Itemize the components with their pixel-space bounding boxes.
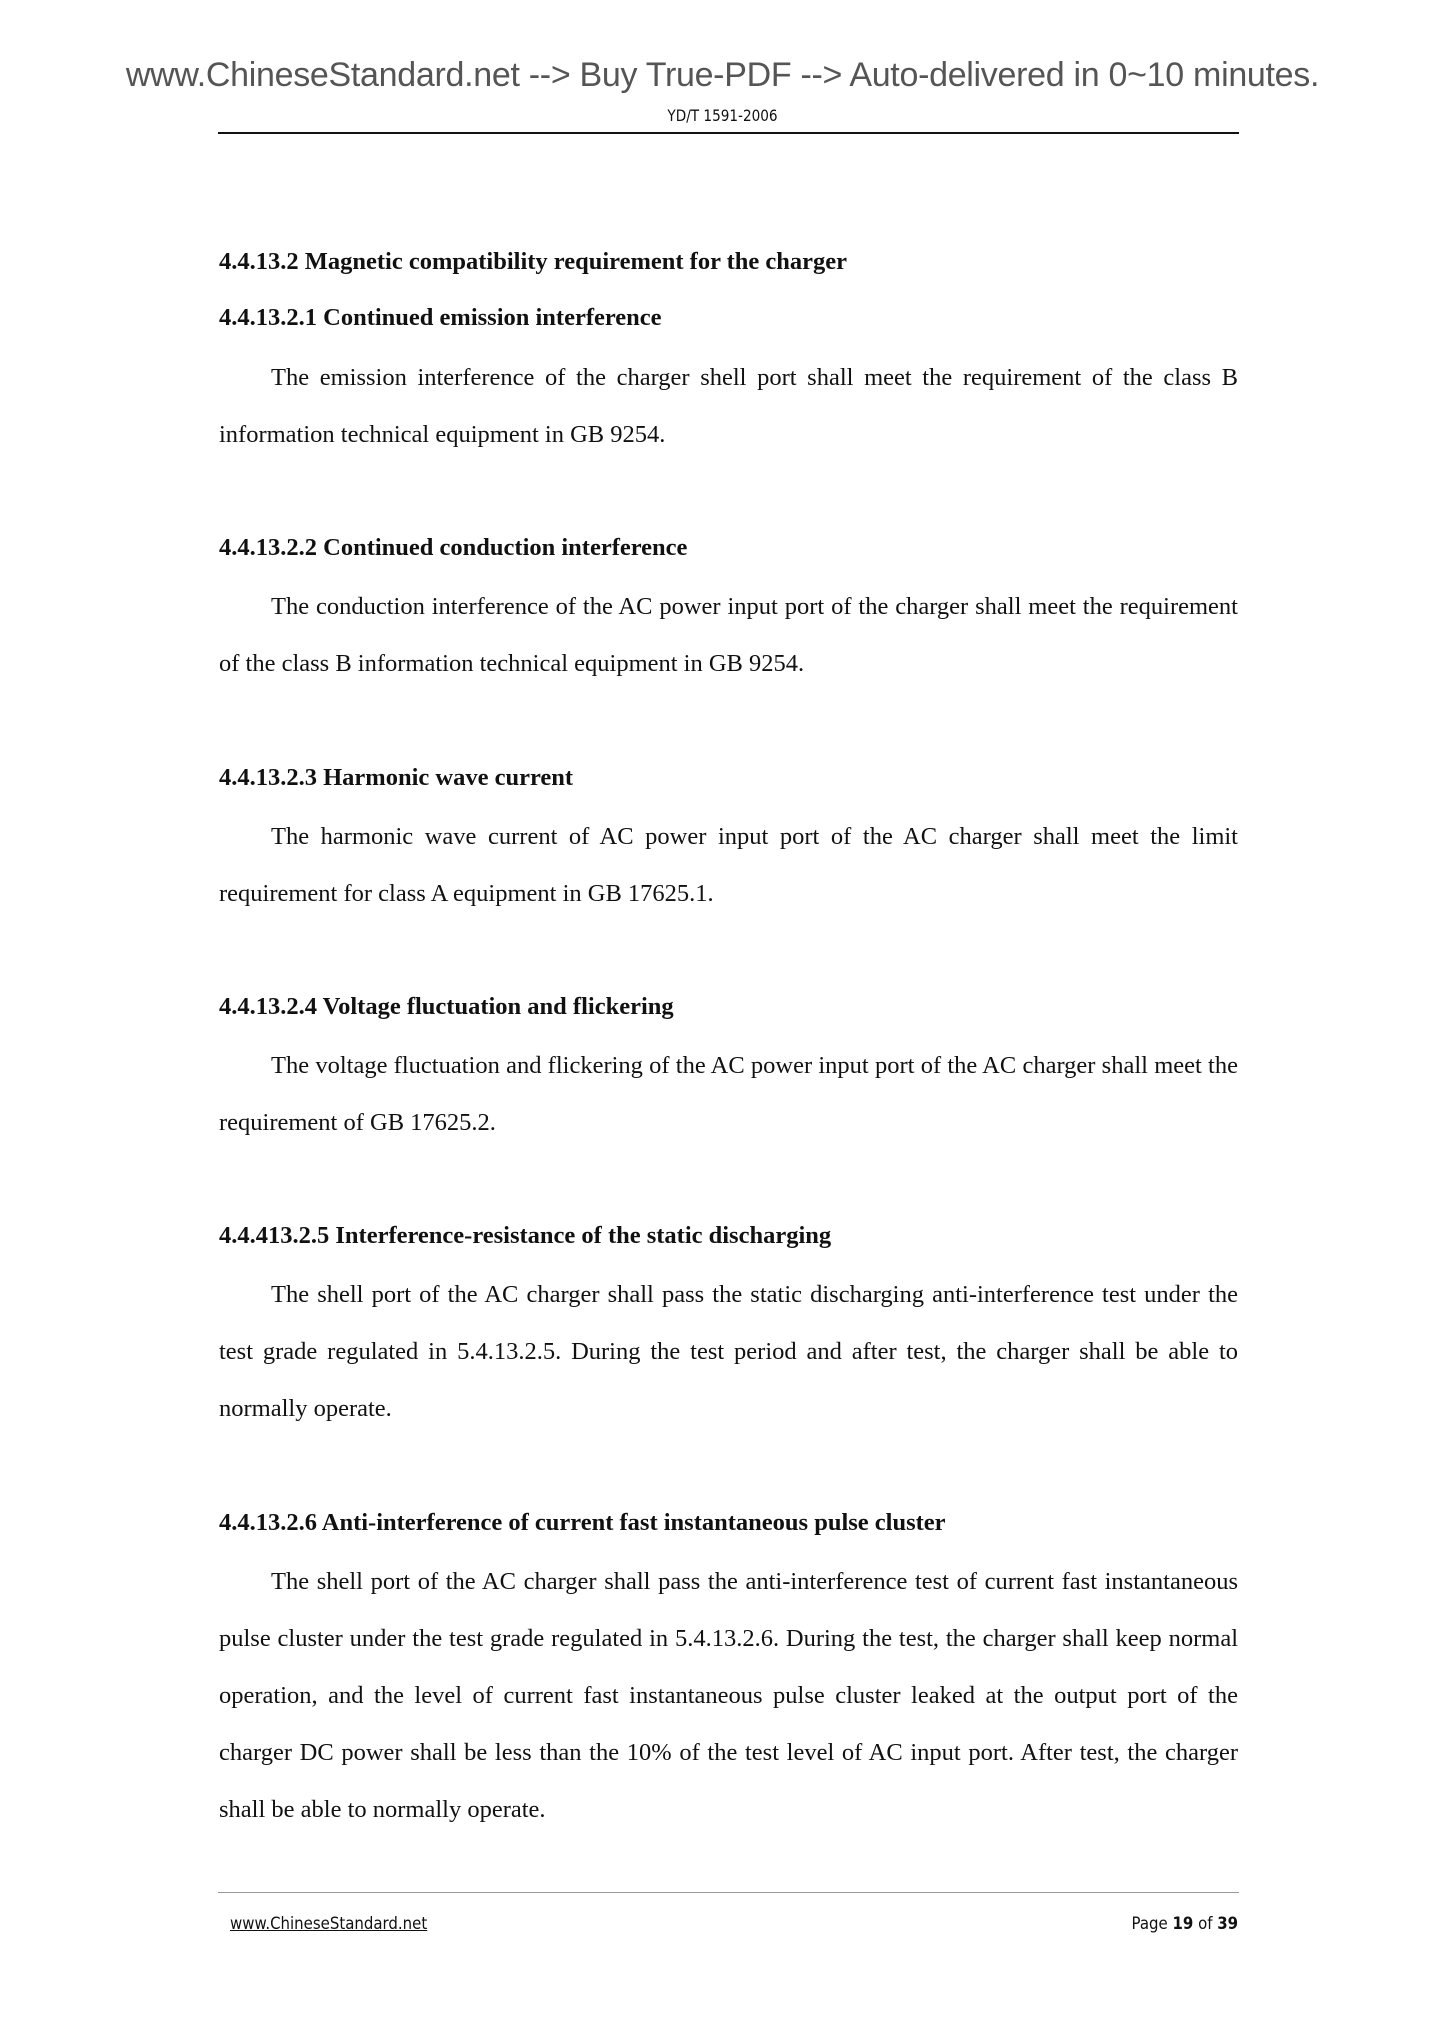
section-paragraph: The voltage fluctuation and flickering of the AC power input port of the AC charger shall meet the requirement of GB 17625.2. [219,1052,1238,1136]
section-paragraph: The conduction interference of the AC power input port of the charger shall meet the requirement of the class B information technical equipment in GB 9254. [219,593,1238,677]
standard-number: YD/T 1591-2006 [667,106,778,125]
section-paragraph: The harmonic wave current of AC power input port of the AC charger shall meet the limit requirement for class A equipment in GB 17625.1. [219,823,1238,907]
section-heading: 4.4.13.2.3 Harmonic wave current [219,764,574,791]
header-divider [218,132,1239,134]
section-heading: 4.4.13.2.6 Anti-interference of current fast instantaneous pulse cluster [219,1509,946,1536]
section-paragraph: The shell port of the AC charger shall pass the static discharging anti-interference test under the test grade regulated in 5.4.13.2.5. During the test period and after test, the charger shall be able to normally operate. [219,1281,1238,1422]
section-paragraph: The shell port of the AC charger shall pass the anti-interference test of current fast instantaneous pulse cluster under the test grade regulated in 5.4.13.2.6. During the test, the charger shall keep normal operation, and the level of current fast instantaneous pulse cluster leaked at the output port of the charger DC power shall be less than the 10% of the test level of AC input port. After test, the charger shall be able to normally operate. [219,1568,1238,1823]
page-total: 39 [1217,1914,1238,1934]
section-paragraph: The emission interference of the charger shell port shall meet the requirement of the class B information technical equipment in GB 9254. [219,364,1238,448]
page-number [1131,1914,1238,1934]
section-heading: 4.4.13.2 Magnetic compatibility requirement for the charger [219,248,848,275]
page-prefix: Page [1131,1914,1168,1934]
site-banner: www.ChineseStandard.net --> Buy True-PDF --> Auto-delivered in 0~10 minutes. [125,56,1320,94]
page-current: 19 [1172,1914,1194,1934]
section-heading: 4.4.413.2.5 Interference-resistance of the static discharging [219,1222,832,1249]
footer-site-link[interactable]: www.ChineseStandard.net [230,1914,428,1934]
page-of: of [1197,1914,1213,1934]
section-heading: 4.4.13.2.2 Continued conduction interference [219,534,688,561]
section-heading: 4.4.13.2.4 Voltage fluctuation and flickering [219,993,674,1020]
footer-divider [218,1892,1239,1893]
section-heading: 4.4.13.2.1 Continued emission interference [219,304,662,331]
